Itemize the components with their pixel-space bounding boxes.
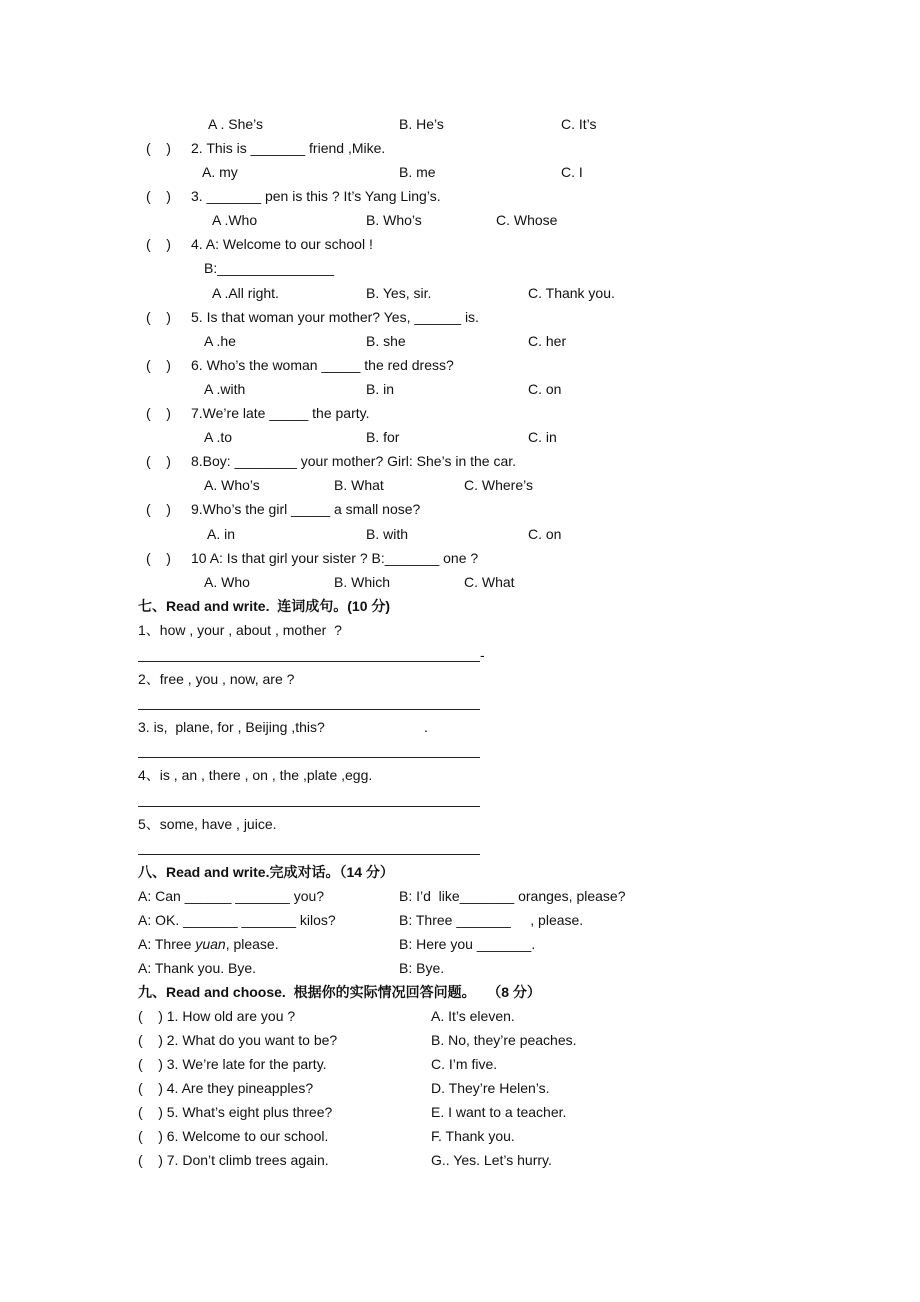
dialogue-line-b: B: Here you _______.	[399, 936, 536, 952]
dialogue-line-a: A: Can ______ _______ you?	[138, 888, 325, 904]
option-a: A. Who’s	[204, 477, 260, 493]
match-answer: G.. Yes. Let’s hurry.	[431, 1152, 552, 1168]
q1-option-b: B. He’s	[399, 116, 444, 132]
question-stem: 5. Is that woman your mother? Yes, ______ is.	[191, 309, 479, 325]
section-8-title: 八、Read and write.完成对话。（14 分）	[138, 864, 394, 880]
line-end-mark: -	[480, 647, 485, 663]
question-stem: 6. Who’s the woman _____ the red dress?	[191, 357, 454, 373]
answer-paren: ( )	[146, 550, 171, 566]
question-stem: 2. This is _______ friend ,Mike.	[191, 140, 386, 156]
option-b: B. in	[366, 381, 395, 397]
option-c: C. Thank you.	[528, 285, 615, 301]
option-a: A .Who	[212, 212, 258, 228]
option-a: A .he	[204, 333, 236, 349]
match-answer: C. I’m five.	[431, 1056, 498, 1072]
yuan-italic: yuan	[195, 936, 226, 952]
option-c: C. her	[528, 333, 567, 349]
q1-option-a: A . She’s	[208, 116, 264, 132]
match-question: ( ) 1. How old are you ?	[138, 1008, 296, 1024]
dialogue-blank: B:_______________	[204, 260, 335, 276]
option-b: B. me	[399, 164, 436, 180]
dialogue-line-a: A: Three yuan, please.	[138, 936, 279, 952]
match-question: ( ) 4. Are they pineapples?	[138, 1080, 314, 1096]
option-c: C. Where’s	[464, 477, 533, 493]
answer-line	[138, 854, 480, 855]
option-c: C. on	[528, 381, 562, 397]
question-stem: 3. _______ pen is this ? It’s Yang Ling’s.	[191, 188, 441, 204]
answer-line	[138, 757, 480, 758]
option-c: C. I	[561, 164, 583, 180]
question-stem: 10 A: Is that girl your sister ? B:_______ one ?	[191, 550, 479, 566]
sentence-item: 3. is, plane, for , Beijing ,this?	[138, 719, 325, 735]
section-9-title: 九、Read and choose. 根据你的实际情况回答问题。 （8 分）	[138, 984, 541, 1000]
answer-paren: ( )	[146, 357, 171, 373]
question-stem: 8.Boy: ________ your mother? Girl: She’s in the car.	[191, 453, 517, 469]
match-answer: D. They’re Helen’s.	[431, 1080, 550, 1096]
option-a: A .with	[204, 381, 246, 397]
option-a: A. Who	[204, 574, 250, 590]
option-b: B. Yes, sir.	[366, 285, 432, 301]
sentence-item: 2、free , you , now, are ?	[138, 671, 295, 687]
answer-line	[138, 806, 480, 807]
question-stem: 9.Who’s the girl _____ a small nose?	[191, 501, 421, 517]
option-a: A. in	[207, 526, 236, 542]
option-b: B. she	[366, 333, 406, 349]
match-answer: E. I want to a teacher.	[431, 1104, 567, 1120]
option-b: B. Who’s	[366, 212, 422, 228]
answer-paren: ( )	[146, 453, 171, 469]
answer-paren: ( )	[146, 188, 171, 204]
dialogue-line-a: A: OK. _______ _______ kilos?	[138, 912, 336, 928]
option-a: A .All right.	[212, 285, 279, 301]
option-c: C. Whose	[496, 212, 558, 228]
match-answer: F. Thank you.	[431, 1128, 515, 1144]
answer-paren: ( )	[146, 405, 171, 421]
answer-paren: ( )	[146, 501, 171, 517]
option-c: C. in	[528, 429, 557, 445]
answer-paren: ( )	[146, 140, 171, 156]
sentence-item: 1、how , your , about , mother ?	[138, 622, 342, 638]
option-a: A .to	[204, 429, 233, 445]
question-stem: 4. A: Welcome to our school !	[191, 236, 373, 252]
option-b: B. What	[334, 477, 384, 493]
match-question: ( ) 6. Welcome to our school.	[138, 1128, 329, 1144]
option-b: B. for	[366, 429, 400, 445]
match-answer: B. No, they’re peaches.	[431, 1032, 577, 1048]
dialogue-line-b: B: I’d like_______ oranges, please?	[399, 888, 626, 904]
period-mark: .	[424, 719, 428, 735]
match-answer: A. It’s eleven.	[431, 1008, 515, 1024]
dialogue-line-b: B: Three _______ , please.	[399, 912, 584, 928]
answer-paren: ( )	[146, 309, 171, 325]
option-a: A. my	[202, 164, 238, 180]
option-b: B. Which	[334, 574, 391, 590]
match-question: ( ) 5. What’s eight plus three?	[138, 1104, 333, 1120]
question-stem: 7.We’re late _____ the party.	[191, 405, 370, 421]
section-7-title: 七、Read and write. 连词成句。(10 分)	[138, 598, 391, 614]
sentence-item: 4、is , an , there , on , the ,plate ,egg.	[138, 767, 373, 783]
sentence-item: 5、some, have , juice.	[138, 816, 277, 832]
dialogue-line-b: B: Bye.	[399, 960, 445, 976]
match-question: ( ) 3. We’re late for the party.	[138, 1056, 327, 1072]
match-question: ( ) 7. Don’t climb trees again.	[138, 1152, 329, 1168]
answer-line	[138, 661, 480, 662]
match-question: ( ) 2. What do you want to be?	[138, 1032, 338, 1048]
q1-option-c: C. It’s	[561, 116, 597, 132]
dialogue-line-a: A: Thank you. Bye.	[138, 960, 257, 976]
answer-paren: ( )	[146, 236, 171, 252]
option-b: B. with	[366, 526, 409, 542]
option-c: C. on	[528, 526, 562, 542]
answer-line	[138, 709, 480, 710]
option-c: C. What	[464, 574, 515, 590]
